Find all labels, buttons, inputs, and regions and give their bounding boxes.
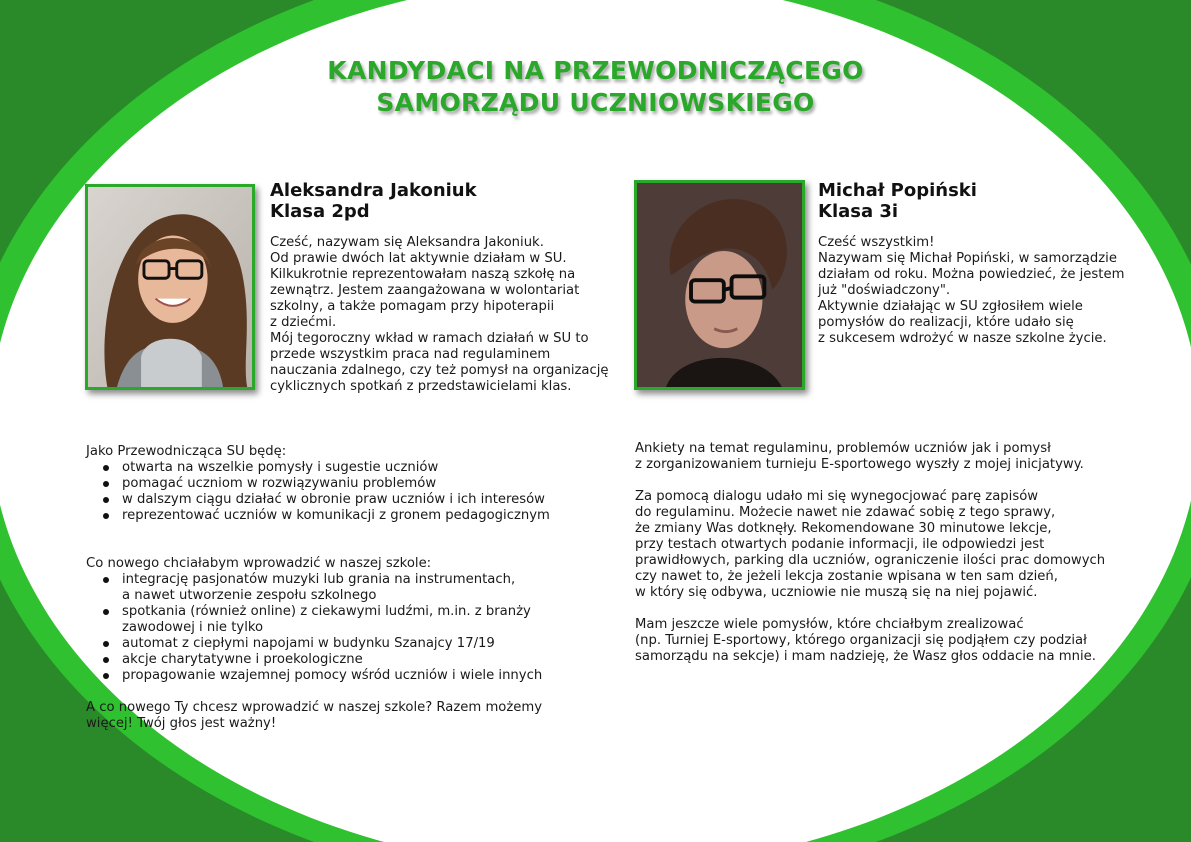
list-item: propagowanie wzajemnej pomocy wśród uczniów i wiele innych: [86, 668, 550, 684]
list-item: spotkania (również online) z ciekawymi ludźmi, m.in. z branży zawodowej i nie tylko: [86, 604, 550, 636]
list-item: integrację pasjonatów muzyki lub grania na instrumentach, a nawet utworzenie zespołu szkolnego: [86, 572, 550, 604]
list-item: automat z ciepłymi napojami w budynku Szanajcy 17/19: [86, 636, 550, 652]
list-item: reprezentować uczniów w komunikacji z gronem pedagogicznym: [86, 508, 550, 524]
candidate1-program: [86, 444, 550, 732]
bio-line: pomysłów do realizacji, które udało się: [818, 315, 1074, 330]
paragraph-line: że zmiany Was dotknęły. Rekomendowane 30 minutowe lekcje,: [635, 521, 1052, 536]
candidate2-photo: [634, 180, 805, 390]
candidate1-photo: [85, 184, 255, 390]
list-item: w dalszym ciągu działać w obronie praw uczniów i ich interesów: [86, 492, 550, 508]
bio-line: Cześć wszystkim!: [818, 235, 935, 250]
paragraph-line: przy testach otwartych podanie informacji, ile odpowiedzi jest: [635, 537, 1045, 552]
candidate2-name: Michał Popiński: [818, 180, 977, 201]
bio-line: Aktywnie działając w SU zgłosiłem wiele: [818, 299, 1083, 314]
paragraph-line: Za pomocą dialogu udało mi się wynegocjować parę zapisów: [635, 489, 1039, 504]
bio-line: Cześć, nazywam się Aleksandra Jakoniuk.: [270, 235, 544, 250]
portrait-photo-icon: [637, 183, 802, 387]
promises-list: [86, 460, 550, 524]
bio-line: zewnątrz. Jestem zaangażowana w wolontariat: [270, 283, 580, 298]
ideas-list: [86, 572, 550, 684]
paragraph-line: w który się odbywa, uczniowie nie muszą się na niej pojawić.: [635, 585, 1038, 600]
paragraph-line: do regulaminu. Możecie nawet nie zdawać sobię z tego sprawy,: [635, 505, 1056, 520]
bio-line: już "doświadczony".: [818, 283, 951, 298]
promises-intro: Jako Przewodnicząca SU będę:: [86, 444, 287, 459]
ideas-intro: Co nowego chciałabym wprowadzić w naszej szkole:: [86, 556, 432, 571]
title-line-2: SAMORZĄDU UCZNIOWSKIEGO: [376, 88, 815, 117]
bio-line: Mój tegoroczny wkład w ramach działań w SU to: [270, 331, 589, 346]
bio-line: cyklicznych spotkań z przedstawicielami klas.: [270, 379, 572, 394]
closing-line: A co nowego Ty chcesz wprowadzić w naszej szkole? Razem możemy: [86, 700, 543, 715]
paragraph-line: czy nawet to, że jeżeli lekcja zostanie wpisana w ten sam dzień,: [635, 569, 1058, 584]
candidate2-program: [635, 441, 1105, 665]
paragraph-line: Ankiety na temat regulaminu, problemów uczniów jak i pomysł: [635, 441, 1051, 456]
bio-line: Kilkukrotnie reprezentowałam naszą szkołę na: [270, 267, 576, 282]
bio-line: nauczania zdalnego, czy też pomysł na organizację: [270, 363, 609, 378]
bio-line: z sukcesem wdrożyć w nasze szkolne życie.: [818, 331, 1107, 346]
paragraph-line: z zorganizowaniem turnieju E-sportowego wyszły z mojej inicjatywy.: [635, 457, 1084, 472]
list-item: akcje charytatywne i proekologiczne: [86, 652, 550, 668]
bio-line: przede wszystkim praca nad regulaminem: [270, 347, 551, 362]
paragraph-line: samorządu na sekcje) i mam nadzieję, że Wasz głos oddacie na mnie.: [635, 649, 1096, 664]
bio-line: szkolny, a także pomagam przy hipoterapii: [270, 299, 555, 314]
bio-line: Nazywam się Michał Popiński, w samorządzie: [818, 251, 1117, 266]
portrait-photo-icon: [88, 187, 252, 387]
candidate2-name-block: [818, 180, 977, 222]
bio-line: z dziećmi.: [270, 315, 337, 330]
candidate2-bio: [818, 235, 1124, 347]
list-item: pomagać uczniom w rozwiązywaniu problemów: [86, 476, 550, 492]
bio-line: Od prawie dwóch lat aktywnie działam w SU.: [270, 251, 567, 266]
candidate1-bio: [270, 235, 609, 395]
title-line-1: KANDYDACI NA PRZEWODNICZĄCEGO: [327, 56, 864, 85]
paragraph-line: prawidłowych, parking dla uczniów, ograniczenie ilości prac domowych: [635, 553, 1106, 568]
list-item: otwarta na wszelkie pomysły i sugestie uczniów: [86, 460, 550, 476]
closing-line: więcej! Twój głos jest ważny!: [86, 716, 277, 731]
candidate2-class: Klasa 3i: [818, 201, 899, 222]
candidate1-class: Klasa 2pd: [270, 201, 370, 222]
candidate1-name-block: [270, 180, 477, 222]
paragraph-line: (np. Turniej E-sportowy, którego organizacji się podjąłem czy podział: [635, 633, 1087, 648]
page-title: [0, 55, 1191, 119]
bio-line: działam od roku. Można powiedzieć, że jestem: [818, 267, 1125, 282]
candidate1-name: Aleksandra Jakoniuk: [270, 180, 477, 201]
paragraph-line: Mam jeszcze wiele pomysłów, które chciałbym zrealizować: [635, 617, 1024, 632]
